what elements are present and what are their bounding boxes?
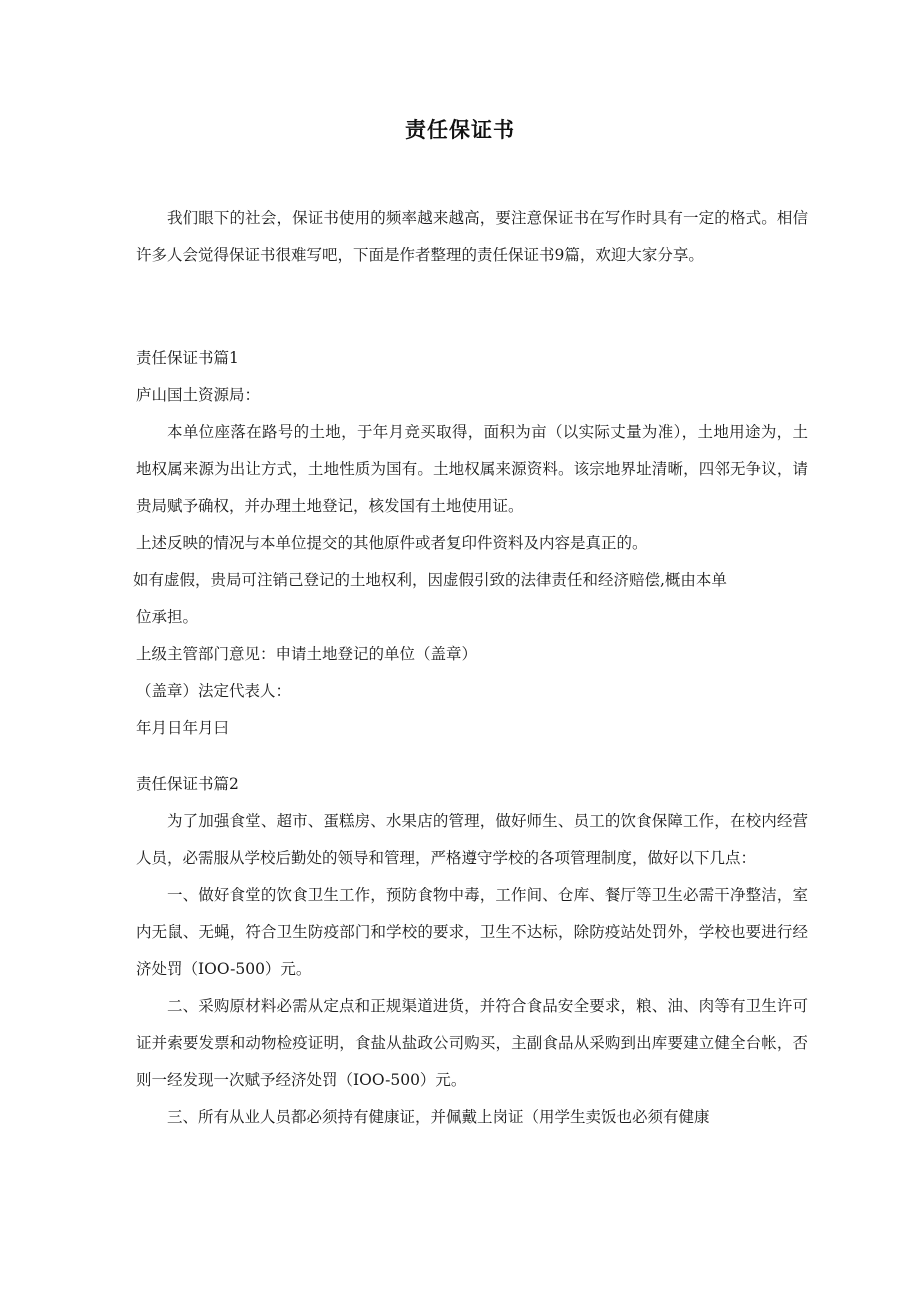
section-2-item-3: 三、所有从业人员都必须持有健康证，并佩戴上岗证（用学生卖饭也必须有健康 <box>167 1108 710 1126</box>
section-1-salutation: 庐山国土资源局： <box>136 386 261 404</box>
document-title: 责任保证书 <box>405 117 515 142</box>
section-1-paragraph-3-line-1: 如有虚假，贵局可注销己登记的土地权利，因虚假引致的法律责任和经济赔偿,概由本单 <box>133 571 727 589</box>
section-2-paragraph-1: 为了加强食堂、超市、蛋糕房、水果店的管理，做好师生、员工的饮食保障工作，在校内经营人员，必需服从学校后勤处的领导和管理，严格遵守学校的各项管理制度，做好以下几点： <box>136 812 808 867</box>
section-1-paragraph-2: 上述反映的情况与本单位提交的其他原件或者复印件资料及内容是真正的。 <box>136 534 648 552</box>
section-2-item-2: 二、采购原材料必需从定点和正规渠道进货，并符合食品安全要求，粮、油、肉等有卫生许可证并索要发票和动物检疫证明，食盐从盐政公司购买，主副食品从采购到出库要建立健全台帐，否则一经发现一次赋予经济处罚（IOO-500）元。 <box>136 997 808 1089</box>
section-2 <box>136 766 808 1136</box>
section-1 <box>133 340 808 747</box>
section-2-item-1: 一、做好食堂的饮食卫生工作，预防食物中毒，工作间、仓库、餐厅等卫生必需干净整洁，室内无鼠、无蝇，符合卫生防疫部门和学校的要求，卫生不达标，除防疫站处罚外，学校也要进行经济处罚（IOO-500）元。 <box>136 886 808 978</box>
section-1-seal-line: （盖章）法定代表人： <box>136 682 292 700</box>
section-1-paragraph-3-line-2: 位承担。 <box>136 608 199 626</box>
intro-block <box>136 200 808 274</box>
section-1-paragraph-1: 本单位座落在路号的土地，于年月竞买取得，面积为亩（以实际丈量为准），土地用途为，土地权属来源为出让方式，土地性质为国有。土地权属来源资料。该宗地界址清晰，四邻无争议，请贵局赋予确权，并办理土地登记，核发国有土地使用证。 <box>136 423 808 515</box>
section-1-heading: 责任保证书篇1 <box>136 349 239 367</box>
section-2-heading: 责任保证书篇2 <box>136 775 239 793</box>
intro-paragraph: 我们眼下的社会，保证书使用的频率越来越高，要注意保证书在写作时具有一定的格式。相信许多人会觉得保证书很难写吧，下面是作者整理的责任保证书9篇，欢迎大家分享。 <box>136 209 808 264</box>
section-1-supervisor-line: 上级主管部门意见：申请土地登记的单位（盖章） <box>136 645 478 663</box>
section-1-date-line: 年月日年月曰 <box>136 719 230 737</box>
